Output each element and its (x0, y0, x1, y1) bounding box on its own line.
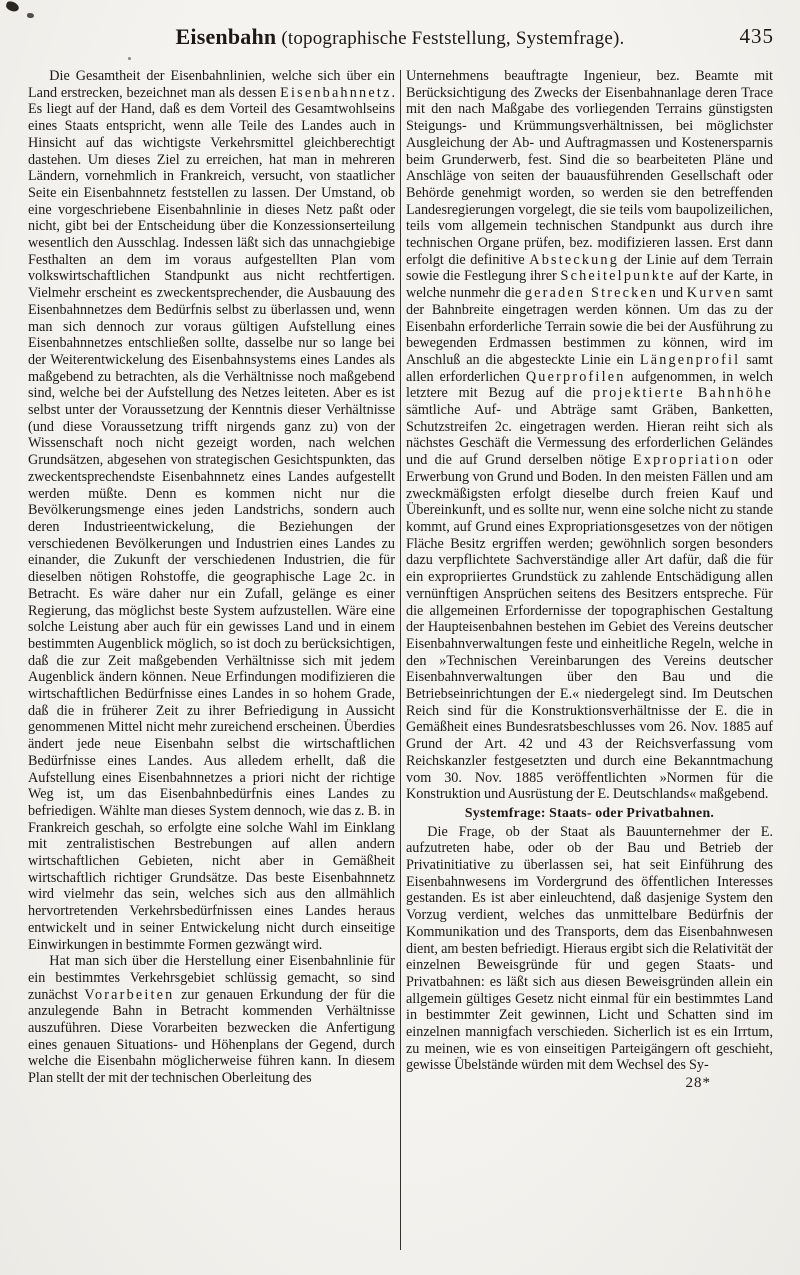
body-text: auf der Karte, in welche nunmehr die (406, 268, 773, 302)
body-text: aufgenommen, in welch letztere mit Bezug auf die (406, 368, 773, 402)
paragraph (28, 68, 395, 953)
running-title (0, 24, 800, 50)
emphasized-text: Eisenbahnnetz (280, 84, 392, 101)
emphasized-text: Expropriation (633, 452, 741, 469)
paragraph (406, 824, 773, 1075)
body-text: oder Erwerbung von Grund und Boden. In den meisten Fällen und am zweckmäßigsten erfolgt dieselbe durch freien Kauf und Übereinkunft, und es sollte nur, wenn eine solche nicht zu stande kommt, auf Grund eines Expropriationsgesetzes von der nötigen Fläche Besitz ergriffen werden; gewöhnlich sorgen besonders dazu verpflichtete Sachverständige aller Art dafür, daß die für ein expropriiertes Grundstück zu zahlende Entschädigung allen vernünftigen Ansprüchen seitens des Besitzers entspreche. Für die allgemeinen Erfordernisse der topographischen Gestaltung der Haupteisenbahnen bestehen im Gebiet des Vereins deutscher Eisenbahnverwaltungen feste und einheitliche Regeln, welche in den »Technischen Vereinbarungen des Vereins deutscher Eisenbahnverwaltungen über den Bau und die Betriebseinrichtungen der E.« niedergelegt sind. Im Deutschen Reich sind für die Konstruktionsverhältnisse der E. die in Gemäßheit eines Bundesratsbeschlusses vom 26. Nov. 1885 auf Grund der Art. 42 und 43 der Reichsverfassung vom Reichskanzler festgesetzten und durch eine Bekanntmachung vom 30. Nov. 1885 veröffentlichten »Normen für die Konstruktion und Ausrüstung der E. Deutschlands« maßgebend. (406, 452, 773, 803)
body-text: Hat man sich über die Herstellung einer Eisenbahnlinie für ein bestimmtes Verkehrsgebiet schlüssig gemacht, so sind zunächst (28, 953, 395, 1003)
body-text: samt der Bahnbreite eingetragen werden können. Um das zu der Eisenbahn erforderliche Terrain sowie die bei der Ausführung zu bewegenden Erdmassen bestimmen zu können, wird im Anschluß an die abgesteckte Linie ein (406, 285, 773, 368)
emphasized-text: projektierte Bahnhöhe (592, 385, 773, 402)
body-text: Die Gesamtheit der Eisenbahnlinien, welche sich über ein Land erstrecken, bezeichnet man als dessen (28, 68, 395, 101)
section-heading: Systemfrage: Staats- oder Privatbahnen. (464, 804, 715, 820)
article-subtitle: (topographische Feststellung, Systemfrage). (281, 28, 625, 49)
text-columns (28, 68, 776, 1250)
body-text: Die Frage, ob der Staat als Bauunternehmer der E. aufzutreten habe, oder ob der Bau und Betrieb der Privatinitiative zu überlassen sei, hat seit Einführung des Eisenbahnwesens im Vordergrund des öffentlichen Interesses gestanden. Es ist aber einleuchtend, daß dasjenige System den Vorzug verdient, welches das unmittelbare Bedürfnis der Kommunikation und des Transports, dem das Eisenbahnwesen dient, am besten befriedigt. Hieraus ergibt sich die Relativität der einzelnen Beweisgründe für und gegen Staats- und Privatbahnen: es läßt sich aus diesen Beweisgründen allein ein allgemein gültiges Gesetz nicht einmal für ein bestimmtes Land in bestimmter Zeit gewinnen, Licht und Schatten sind im einzelnen mannigfach verschieden. Sicherlich ist es ein Irrtum, zu meinen, wie es von einseitigen Parteigängern oft geschieht, gewisse Übelstände würden mit dem Wechsel des Sy- (406, 823, 773, 1074)
body-text: der Linie auf dem Terrain sowie die Festlegung ihrer (406, 251, 773, 285)
emphasized-text: Querprofilen (525, 368, 626, 385)
paragraph (28, 953, 395, 1087)
emphasized-text: Kurven (686, 285, 743, 302)
right-column (406, 68, 773, 1248)
signature-mark: 28* (685, 1075, 711, 1092)
paragraph (406, 68, 773, 803)
body-text: und (658, 285, 687, 302)
emphasized-text: Vorarbeiten (84, 986, 175, 1003)
page-header (0, 0, 800, 60)
emphasized-text: Scheitelpunkte (560, 268, 676, 285)
body-text: sämtliche Auf- und Abträge samt Gräben, Banketten, Schutzstreifen 2c. eingetragen werden. Hieran reiht sich als nächstes Geschäft die Vermessung des erforderlichen Geländes und die auf Grund derselben nötige (406, 402, 773, 469)
body-text: samt allen erforderlichen (406, 351, 773, 385)
emphasized-text: Längenprofil (639, 351, 741, 368)
body-text: zur genauen Erkundung der für die anzulegende Bahn in Betracht kommenden Verhältnisse auszuführen. Diese Vorarbeiten bezwecken die Anfertigung eines genauen Situations- und Höhenplans der Gegend, durch welche die Eisenbahn möglicherweise führen kann. In diesem Plan stellt der mit der technischen Oberleitung des (28, 986, 395, 1087)
column-divider (400, 70, 401, 1250)
emphasized-text: Absteckung (529, 251, 620, 268)
body-text: . Es liegt auf der Hand, daß es dem Vorteil des Gesamtwohlseins eines Staats entspricht, wenn alle Teile des Landes auch in Hinsicht auf das wichtigste Verkehrsmittel gleichberechtigt dastehen. Um dieses Ziel zu erreichen, hat man in mehreren Ländern, vornehmlich in Frankreich, versucht, von staatlicher Seite ein Eisenbahnnetz feststellen zu lassen. Der Umstand, ob eine vorgeschriebene Eisenbahnlinie in dieses Netz paßt oder nicht, gibt bei der Entscheidung über die Konzessionserteilung wesentlich den Ausschlag. Indessen läßt sich das unnachgiebige Festhalten an dem im voraus aufgestellten Plan vom volkswirtschaftlichen Standpunkt aus nicht rechtfertigen. Vielmehr erscheint es zweckentsprechender, die Ausbauung des Eisenbahnnetzes dem Bedürfnis selbst zu überlassen und, wenn man sich dennoch zur voraus gültigen Aufstellung eines Eisenbahnnetzes entschließen sollte, dasselbe nur so lange bei der Weiterentwickelung des Eisenbahnsystems eines Landes als maßgebend zu betrachten, als die Verhältnisse noch maßgebend sind, welche bei der Aufstellung des Netzes leiteten. Aber es ist selbst unter der Voraussetzung der Kenntnis dieser Verhältnisse (und diese Voraussetzung trifft nirgends ganz zu) von der Wissenschaft noch nicht gezeigt worden, nach welchen Grundsätzen, abgesehen von strategischen Gesichtspunkten, das zweckentsprechendste Eisenbahnnetz eines Landes aufgestellt werden müßte. Denn es kommen nicht nur die Bevölkerungsmenge eines jeden Landstrichs, sondern auch deren Industrieentwickelung, die Beziehungen der verschiedenen Bevölkerungen und Industrien eines Landes zu einander, die Zukunft der verschiedenen Industrien, die für dieselben nötigen Rohstoffe, die geographische Lage 2c. in Betracht. Es wäre daher nur ein Zufall, gelänge es einer Regierung, das möglichst beste System aufzustellen. Wäre eine solche Leistung aber auch für ein gewisses Land und in einem bestimmten Augenblick möglich, so ist doch zu berücksichtigen, daß die zur Zeit maßgebenden Verhältnisse sich mit jedem Augenblick ändern können. Neue Erfindungen modifizieren die wirtschaftlichen Bedürfnisse eines Landes in so hohem Grade, daß die in früherer Zeit zu ihrer Befriedigung in Aussicht genommenen Mittel nicht mehr zureichend erscheinen. Überdies ändert jede neue Eisenbahn selbst die wirtschaftlichen Bedürfnisse eines Landes. Aus alledem erhellt, daß die Aufstellung eines Eisenbahnnetzes a priori nicht der richtige Weg ist, um das Eisenbahnbedürfnis eines Landes zu befriedigen. Wählte man dieses System dennoch, wie das z. B. in Frankreich geschah, so erfolgte eine solche Wahl im Einklang mit zentralistischen Bestrebungen auf allen andern wirtschaftlichen Gebieten, nicht aber in Gemäßheit wirtschaftlich richtiger Grundsätze. Das beste Eisenbahnnetz wird vielmehr das sein, welches sich aus den allmählich hervortretenden Verkehrsbedürfnissen eines Landes heraus entwickelt und in seiner Entwickelung nicht durch einseitige Einwirkungen in bestimmte Formen gezwängt wird. (28, 84, 395, 953)
article-title: Eisenbahn (175, 24, 277, 49)
page-number: 435 (739, 24, 774, 48)
left-column (28, 68, 395, 1248)
body-text: Unternehmens beauftragte Ingenieur, bez. Beamte mit Berücksichtigung des Zwecks der Eisenbahnanlage deren Trace mit den nach Maßgabe des vorliegenden Terrains günstigsten Steigungs- und Krümmungsverhältnissen, bei möglichster Ausgleichung der Ab- und Auftragmassen und Kostenersparnis beim Grunderwerb, fest. Sind die so bearbeiteten Pläne und Anschläge von seiten der bauausführenden Gesellschaft oder Behörde genehmigt worden, so werden sie den betreffenden Landesregierungen vorgelegt, die sie teils vom baupolizeilichen, teils vom allgemein technischen Standpunkt aus durch ihre technischen Organe prüfen, bez. modifizieren lassen. Erst dann erfolgt die definitive (406, 68, 773, 268)
emphasized-text: geraden Strecken (524, 285, 659, 302)
